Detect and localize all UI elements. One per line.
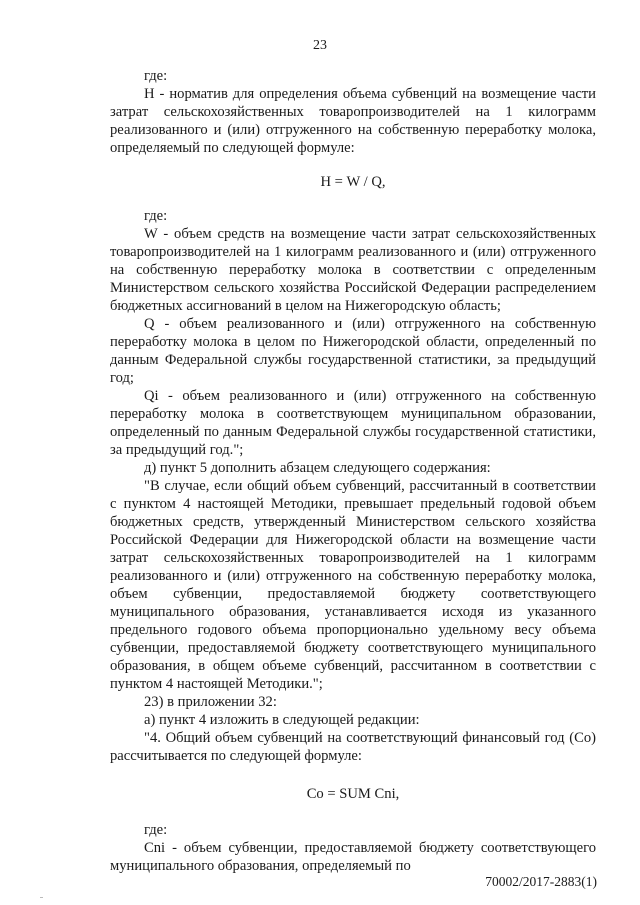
document-body xyxy=(110,67,596,875)
paragraph: "4. Общий объем субвенций на соответствующий финансовый год (Со) рассчитывается по следующей формуле: xyxy=(110,730,596,764)
paragraph: д) пункт 5 дополнить абзацем следующего содержания: xyxy=(144,460,491,476)
paragraph: где: xyxy=(144,822,168,838)
paragraph: Q - объем реализованного и (или) отгруженного на собственную переработку молока в целом по Нижегородской области, определенный по данным Федеральной службы государственной статистики, за предыдущий год; xyxy=(110,316,596,386)
paragraph: Сni - объем субвенции, предоставляемой бюджету соответствующего муниципального образования, определяемый по xyxy=(110,840,596,874)
footer-document-code: 70002/2017-2883(1) xyxy=(485,874,597,889)
paragraph: Н - норматив для определения объема субвенций на возмещение части затрат сельскохозяйственных товаропроизводителей на 1 килограмм реализованного и (или) отгруженного на собственную переработку молока, определяемый по следующей формуле: xyxy=(110,86,596,156)
paragraph: а) пункт 4 изложить в следующей редакции: xyxy=(144,712,420,728)
scan-speck xyxy=(40,897,43,898)
paragraph: 23) в приложении 32: xyxy=(144,694,277,710)
paragraph: где: xyxy=(144,68,168,84)
paragraph: где: xyxy=(144,208,168,224)
paragraph: W - объем средств на возмещение части затрат сельскохозяйственных товаропроизводителей на 1 килограмм реализованного и (или) отгруженного на собственную переработку молока в соответствии с определенным Министерством сельского хозяйства Российской Федерации распределением бюджетных ассигнований в целом на Нижегородскую область; xyxy=(110,226,596,314)
paragraph: "В случае, если общий объем субвенций, рассчитанный в соответствии с пунктом 4 настоящей Методики, превышает предельный годовой объем бюджетных средств, утвержденный Министерством сельского хозяйства Российской Федерации для Нижегородской области на возмещение части затрат сельскохозяйственных товаропроизводителей на 1 килограмм реализованного и (или) отгруженного на собственную переработку молока, объем субвенции, предоставляемой бюджету соответствующего муниципального образования, устанавливается исходя из указанного предельного годового объема пропорционально удельному весу объема субвенции, предоставляемой бюджету соответствующего муниципального образования, в общем объеме субвенций, рассчитанном в соответствии с пунктом 4 настоящей Методики."; xyxy=(110,478,596,692)
formula: Со = SUM Сni, xyxy=(306,786,400,802)
formula: Н = W / Q, xyxy=(320,174,386,190)
page-number: 23 xyxy=(313,38,327,53)
paragraph: Qi - объем реализованного и (или) отгруженного на собственную переработку молока в соответствующем муниципальном образовании, определенный по данным Федеральной службы государственной статистики, за предыдущий год."; xyxy=(110,388,596,458)
